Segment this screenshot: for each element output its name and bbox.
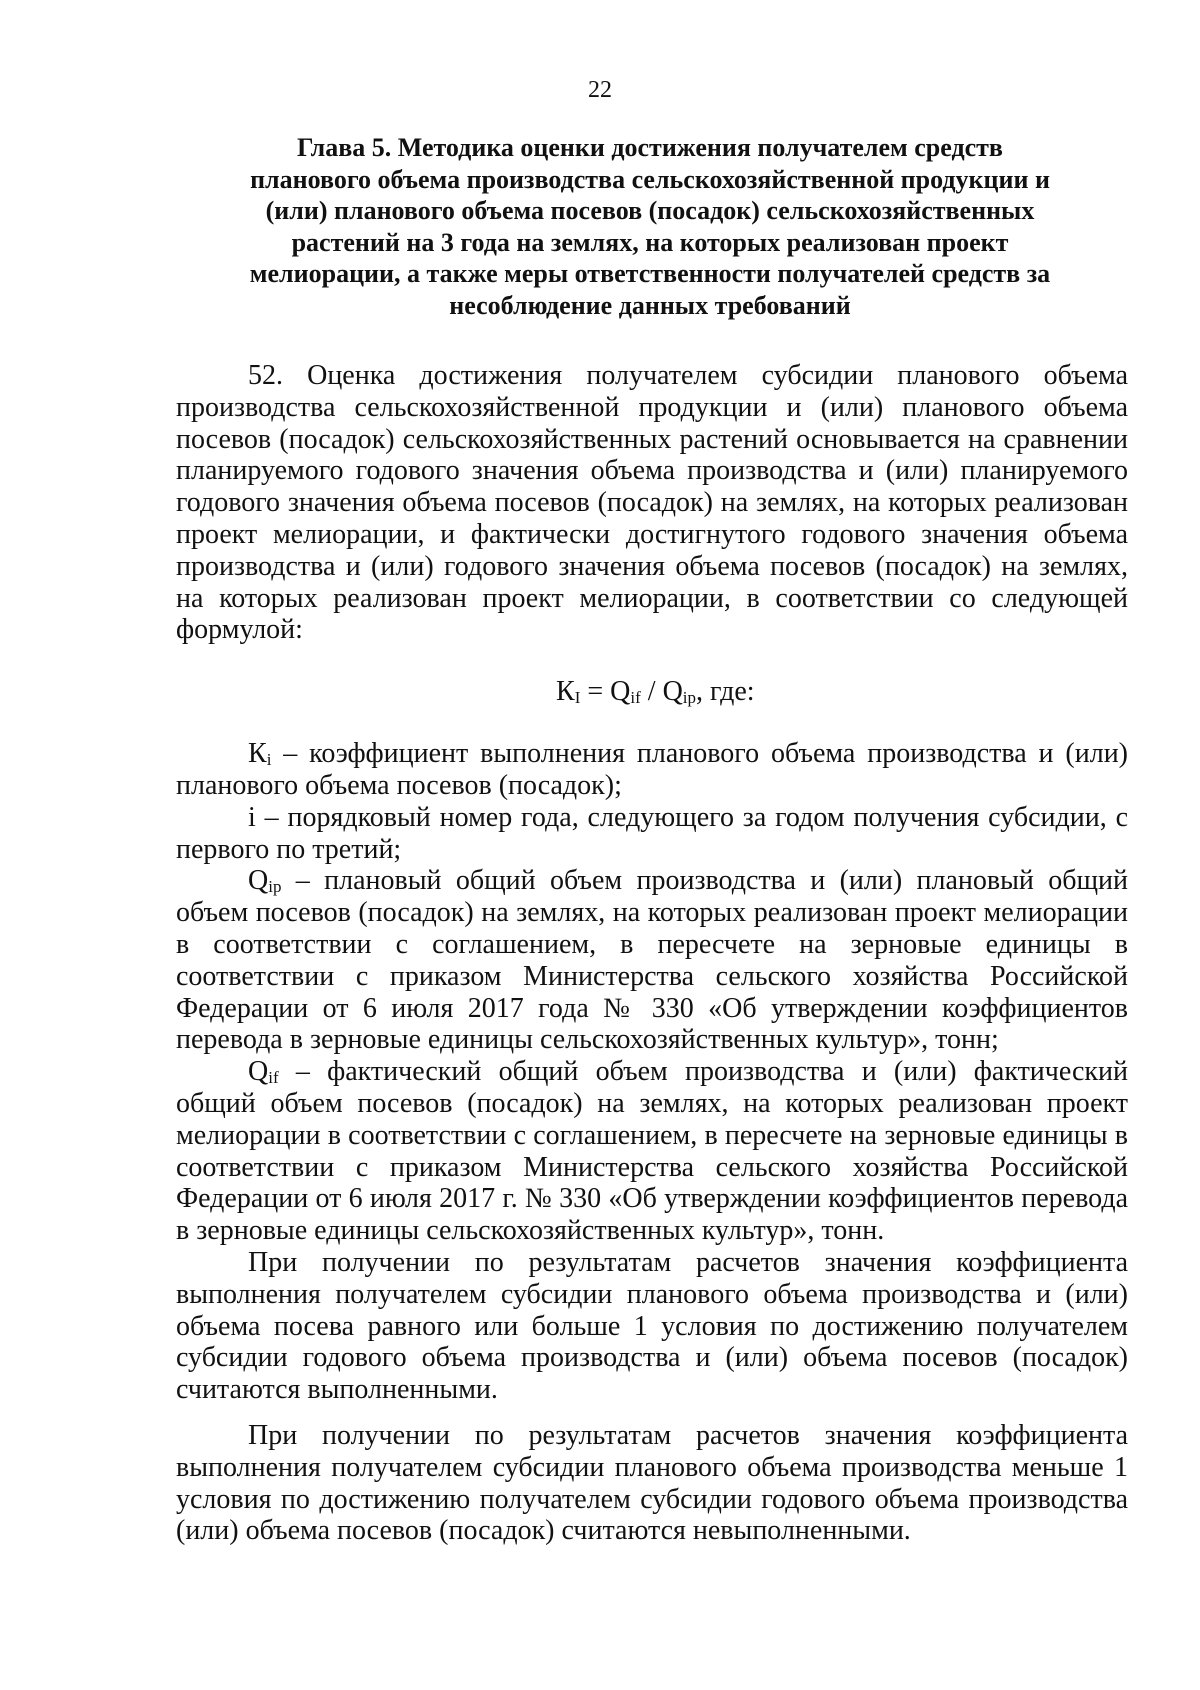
definition-q-ip-text: – плановый общий объем производства и (или) плановый общий объем посевов (посадок) на землях, на которых реализован проект мелиорации в соответствии с соглашением, в пересчете на зерновые единицы в соответствии с приказом Министерства сельского хозяйства Российской Федерации от 6 июля 2017 года № 330 «Об утверждении коэффициентов перевода в зерновые единицы сельскохозяйственных культур», тонн; <box>176 865 1128 1056</box>
formula-slash: / <box>640 676 663 708</box>
formula-tail: , где: <box>696 676 755 708</box>
formula <box>176 676 1128 708</box>
formula-equals: = <box>580 676 611 708</box>
definition-i: i – порядковый номер года, следующего за годом получения субсидии, с первого по третий; <box>176 801 1128 865</box>
formula-q-ip-subscript: ip <box>682 688 697 708</box>
definition-q-if <box>176 1056 1128 1247</box>
definition-q-ip-symbol: Q <box>248 865 269 897</box>
formula-q-if-subscript: if <box>630 688 641 708</box>
definition-k <box>176 738 1128 802</box>
paragraph-52: 52. Оценка достижения получателем субсидии планового объема производства сельскохозяйственной продукции и (или) планового объема посевов (посадок) сельскохозяйственных растений основывается на сравнении планируемого годового значения объема производства и (или) планируемого годового значения объема посевов (посадок) на землях, на которых реализован проект мелиорации, и фактически достигнутого годового значения объема производства и (или) годового значения объема посевов (посадок) на землях, на которых реализован проект мелиорации, в соответствии со следующей формулой: <box>176 360 1128 646</box>
paragraph-fulfilled: При получении по результатам расчетов значения коэффициента выполнения получателем субсидии планового объема производства и (или) объема посева равного или больше 1 условия по достижению получателем субсидии годового объема производства и (или) объема посевов (посадок) считаются выполненными. <box>176 1246 1128 1406</box>
definition-q-ip-subscript: ip <box>268 877 282 897</box>
definition-q-if-text: – фактический общий объем производства и (или) фактический общий объем посевов (посадок) на землях, на которых реализован проект мелиорации в соответствии с соглашением, в пересчете на зерновые единицы в соответствии с приказом Министерства сельского хозяйства Российской Федерации от 6 июля 2017 г. № 330 «Об утверждении коэффициентов перевода в зерновые единицы сельскохозяйственных культур», тонн. <box>176 1056 1128 1247</box>
definition-q-ip <box>176 865 1128 1056</box>
definition-q-if-symbol: Q <box>248 1056 269 1088</box>
definition-k-text: – коэффициент выполнения планового объема производства и (или) планового объема посевов (посадок); <box>176 738 1128 801</box>
definition-k-subscript: i <box>266 750 272 770</box>
definition-k-symbol: К <box>248 738 267 770</box>
document-body <box>176 360 1128 1547</box>
formula-k-symbol: К <box>556 676 575 708</box>
formula-q-if-symbol: Q <box>610 676 631 708</box>
definition-q-if-subscript: if <box>268 1068 279 1088</box>
chapter-title: Глава 5. Методика оценки достижения получателем средств планового объема производства сельскохозяйственной продукции и (или) планового объема посевов (посадок) сельскохозяйственных растений на 3 года на землях, на которых реализован проект мелиорации, а также меры ответственности получателей средств за несоблюдение данных требований <box>249 133 1051 320</box>
paragraph-unfulfilled: При получении по результатам расчетов значения коэффициента выполнения получателем субсидии планового объема производства меньше 1 условия по достижению получателем субсидии годового объема производства (или) объема посевов (посадок) считаются невыполненными. <box>176 1419 1128 1547</box>
formula-q-ip-symbol: Q <box>662 676 683 708</box>
formula-k-subscript: I <box>574 688 581 708</box>
page-number: 22 <box>588 77 612 103</box>
